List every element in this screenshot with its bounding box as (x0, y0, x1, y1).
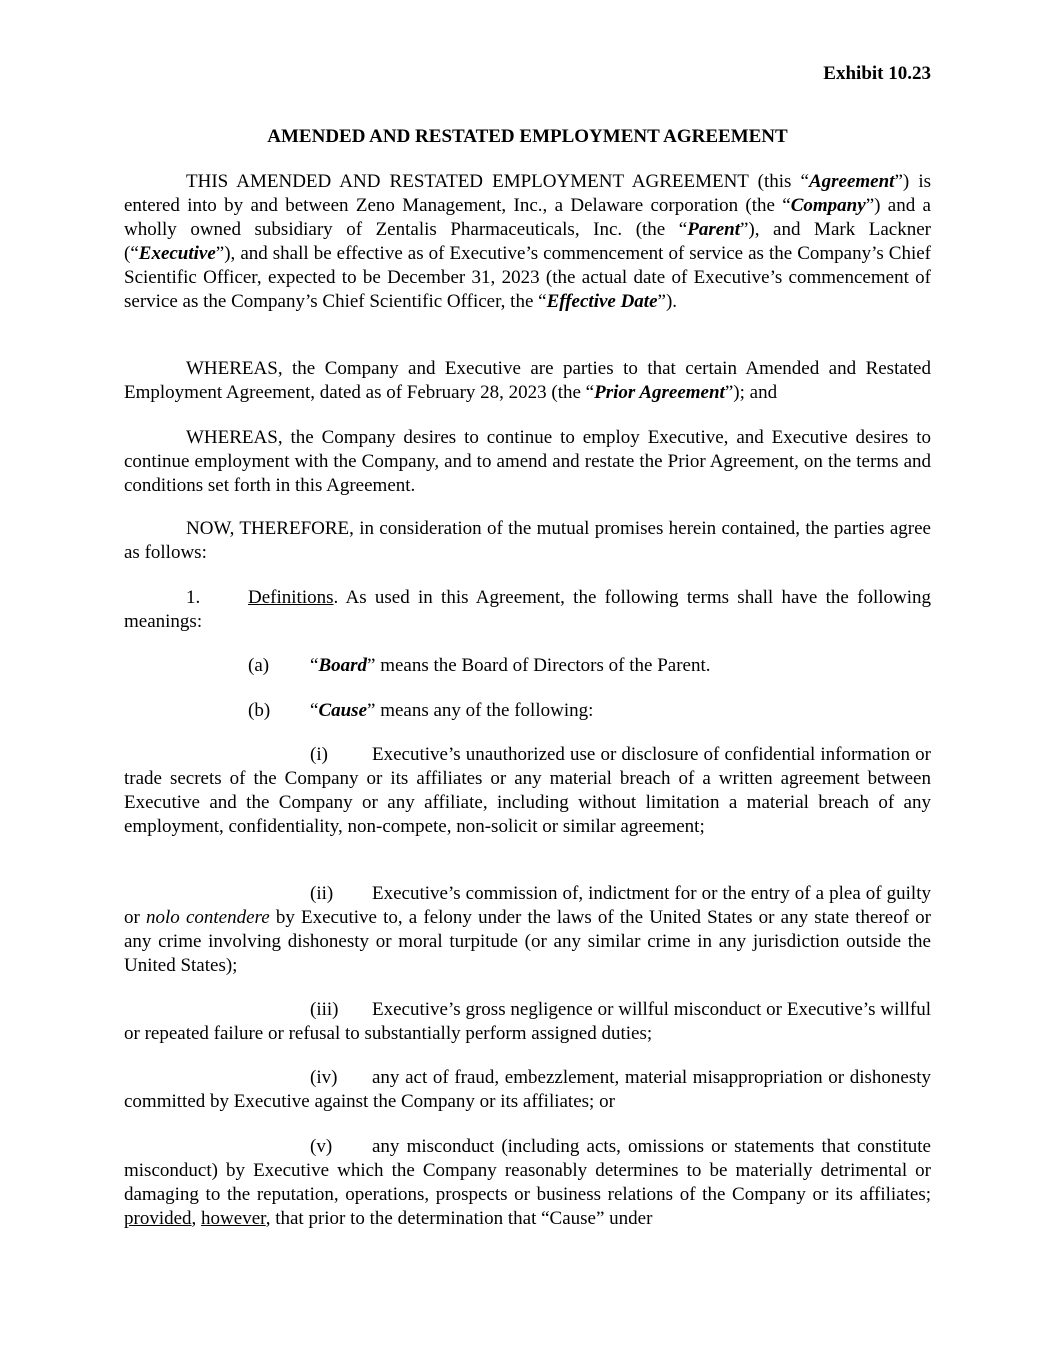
exhibit-label: Exhibit 10.23 (823, 63, 931, 84)
intro-text-1: THIS AMENDED AND RESTATED EMPLOYMENT AGREEMENT (this “ (186, 171, 809, 192)
definition-board (248, 654, 710, 678)
definition-a-number: (a) (248, 655, 270, 676)
cause-v-text-2: , that prior to the determination that “Cause” under (265, 1208, 653, 1229)
cause-i-text: Executive’s unauthorized use or disclosure of confidential information or trade secrets of the Company or its affiliates or any material breach of a written agreement between Executive and the Company or any affiliate, including without limitation a material breach of any employment, confidentiality, non-compete, non-solicit or similar agreement; (124, 744, 931, 837)
now-therefore-paragraph: NOW, THEREFORE, in consideration of the mutual promises herein contained, the parties agree as follows: (124, 518, 931, 563)
section-1-text: . As used in this Agreement, the following terms shall have the following meanings: (124, 587, 931, 632)
cause-ii-italic-term: nolo contendere (146, 907, 270, 928)
cause-v-comma: , (191, 1208, 202, 1229)
definition-b-text: ” means any of the following: (367, 700, 594, 721)
intro-text-6: ”). (657, 291, 678, 312)
cause-ii-text-2: by Executive to, a felony under the laws of the United States or any state thereof or any crime involving dishonesty or moral turpitude (or any similar crime in any jurisdiction outside the United States); (124, 907, 932, 976)
section-1-heading: Definitions (248, 587, 334, 608)
definition-cause (248, 699, 593, 723)
cause-clause-ii (124, 882, 931, 978)
whereas1-text-1: WHEREAS, the Company and Executive are parties to that certain Amended and Restated Employment Agreement, dated as of February 28, 2023 (the “ (124, 358, 931, 403)
cause-v-text-1: any misconduct (including acts, omissions or statements that constitute misconduct) by Executive which the Company reasonably determines to be materially detrimental or damaging to the reputation, operations, prospects or business relations of the Company or its affiliates; (124, 1136, 931, 1205)
intro-text-2: ”) is entered into by and between Zeno Management, Inc., a Delaware corporation (the “ (124, 171, 931, 216)
section-1-paragraph (124, 586, 931, 634)
cause-v-number: (v) (310, 1136, 333, 1157)
definition-b-number: (b) (248, 700, 271, 721)
term-company: Company (790, 195, 866, 216)
intro-text-5: ”), and shall be effective as of Executive’s commencement of service as the Company’s Chief Scientific Officer, expected to be December 31, 2023 (the actual date of Executive’s commencement of service as the Company’s Chief Scientific Officer, the “ (124, 243, 931, 312)
definition-a-text: ” means the Board of Directors of the Parent. (367, 655, 711, 676)
whereas-paragraph-1 (124, 357, 931, 405)
cause-v-however: however (201, 1208, 266, 1229)
term-parent: Parent (687, 219, 740, 240)
intro-paragraph (124, 170, 931, 314)
term-board: Board (318, 655, 368, 676)
cause-iii-text: Executive’s gross negligence or willful misconduct or Executive’s willful or repeated failure or refusal to substantially perform assigned duties; (124, 999, 931, 1044)
term-agreement: Agreement (808, 171, 895, 192)
whereas-paragraph-2: WHEREAS, the Company desires to continue to employ Executive, and Executive desires to continue employment with the Company, and to amend and restate the Prior Agreement, on the terms and conditions set forth in this Agreement. (124, 427, 931, 496)
cause-clause-iii (124, 998, 931, 1046)
document-title: AMENDED AND RESTATED EMPLOYMENT AGREEMENT (267, 126, 788, 147)
definition-a-open-quote: “ (310, 655, 319, 676)
term-prior-agreement: Prior Agreement (594, 382, 725, 403)
cause-clause-iv (124, 1066, 931, 1114)
cause-iv-number: (iv) (310, 1067, 338, 1088)
cause-v-provided: provided (124, 1208, 192, 1229)
cause-clause-i (124, 743, 931, 839)
intro-text-4: ”), and Mark Lackner (“ (124, 219, 931, 264)
term-cause: Cause (318, 700, 368, 721)
definition-b-open-quote: “ (310, 700, 319, 721)
term-executive: Executive (138, 243, 216, 264)
whereas1-text-2: ”); and (724, 382, 778, 403)
cause-ii-number: (ii) (310, 883, 334, 904)
section-1-number: 1. (186, 587, 201, 608)
cause-iii-number: (iii) (310, 999, 339, 1020)
term-effective-date: Effective Date (546, 291, 658, 312)
cause-i-number: (i) (310, 744, 328, 765)
intro-text-3: ”) and a wholly owned subsidiary of Zentalis Pharmaceuticals, Inc. (the “ (124, 195, 931, 240)
cause-iv-text: any act of fraud, embezzlement, material misappropriation or dishonesty committed by Executive against the Company or its affiliates; or (124, 1067, 931, 1112)
cause-clause-v (124, 1135, 931, 1231)
cause-ii-text-1: Executive’s commission of, indictment for or the entry of a plea of guilty or (124, 883, 931, 928)
